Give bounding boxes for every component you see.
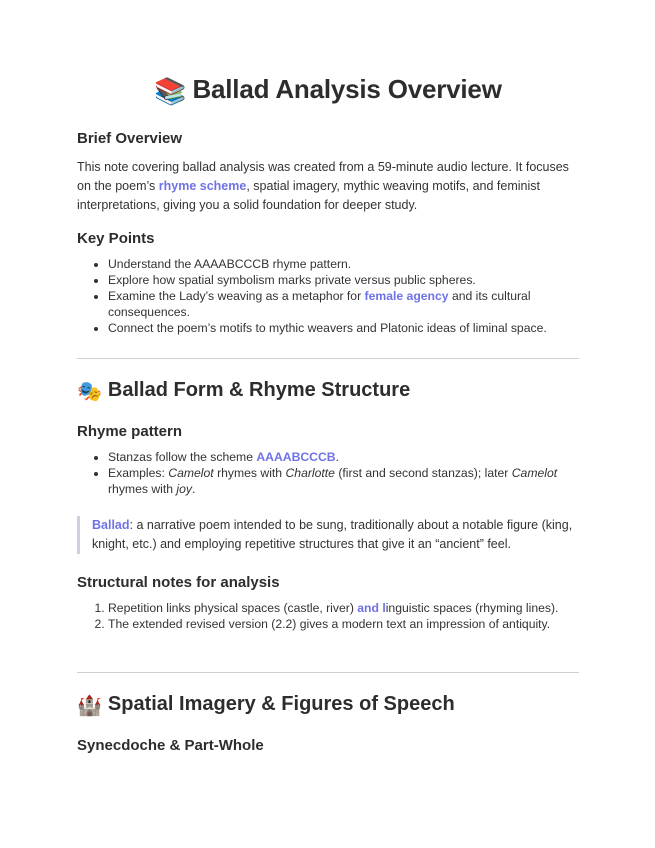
divider	[77, 358, 579, 359]
heading-structural-notes: Structural notes for analysis	[77, 574, 280, 591]
list-item: • Examine the Lady’s weaving as a metaphor for female agency and its cultural consequences.	[108, 288, 579, 320]
key-points-list	[77, 256, 579, 336]
heading-rhyme-pattern: Rhyme pattern	[77, 423, 183, 440]
list-item: • Examples: Camelot rhymes with Charlotte (first and second stanzas); later Camelot rhymes with joy.	[108, 465, 579, 497]
highlight-rhyme-scheme: rhyme scheme	[158, 179, 247, 193]
document-title	[77, 74, 579, 107]
theater-masks-icon: 🎭	[77, 379, 102, 403]
title-text: Ballad Analysis Overview	[192, 74, 502, 104]
highlight-scheme: AAAABCCCB	[256, 450, 336, 464]
heading-spatial-imagery: 🏰 Spatial Imagery & Figures of Speech	[77, 693, 455, 717]
list-item: 1. Repetition links physical spaces (castle, river) and linguistic spaces (rhyming lines).	[108, 600, 579, 616]
list-item: • Explore how spatial symbolism marks private versus public spheres.	[108, 272, 579, 288]
structural-notes-list	[77, 600, 579, 632]
list-item: • Connect the poem’s motifs to mythic weavers and Platonic ideas of liminal space.	[108, 320, 579, 336]
divider	[77, 672, 579, 673]
books-icon: 📚	[154, 77, 187, 107]
castle-icon: 🏰	[77, 693, 102, 717]
highlight-female-agency: female agency	[364, 289, 449, 303]
list-item: • Stanzas follow the scheme AAAABCCCB.	[108, 449, 579, 465]
highlight-and: and l	[357, 601, 386, 615]
rhyme-list	[77, 449, 579, 497]
heading-ballad-form: 🎭 Ballad Form & Rhyme Structure	[77, 379, 411, 403]
list-item: • Understand the AAAABCCCB rhyme pattern.	[108, 256, 579, 272]
heading-brief-overview: Brief Overview	[77, 130, 183, 147]
heading-key-points: Key Points	[77, 230, 155, 247]
list-item: 2. The extended revised version (2.2) gives a modern text an impression of antiquity.	[108, 616, 579, 632]
callout-term: Ballad	[92, 518, 130, 532]
definition-callout: Ballad: a narrative poem intended to be sung, traditionally about a notable figure (king, knight, etc.) and employing repetitive structures that give it an “ancient” feel.	[77, 516, 579, 554]
brief-paragraph: This note covering ballad analysis was created from a 59-minute audio lecture. It focuses on the poem’s rhyme scheme, spatial imagery, mythic weaving motifs, and feminist interpretations, giving you a solid foundation for deeper study.	[77, 160, 569, 212]
heading-synecdoche: Synecdoche & Part-Whole	[77, 737, 264, 754]
